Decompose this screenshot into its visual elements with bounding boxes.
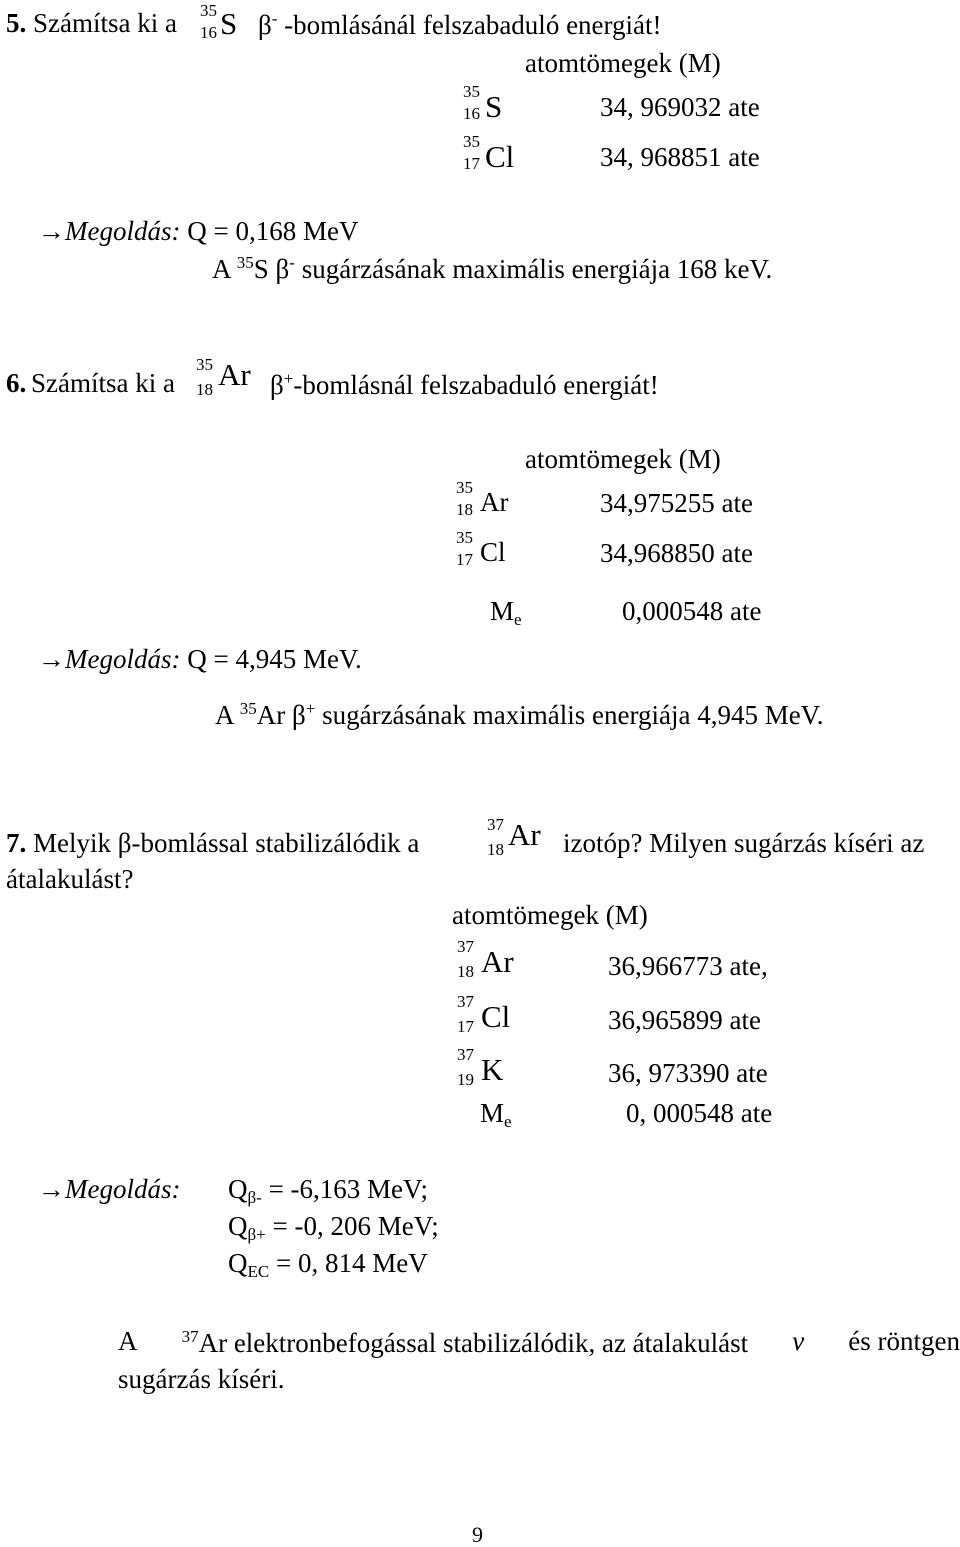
q-symbol: Q [228,1248,248,1278]
q-value: = 0, 814 MeV [269,1248,428,1278]
problem-number: 7. [6,828,27,858]
element-symbol: Ar [481,944,514,979]
table-header: atomtömegek (M) [452,900,648,930]
nuclide-ar37 [487,816,557,860]
question-text: Melyik β-bomlással stabilizálódik a [33,828,420,858]
element-symbol: Ar [480,487,509,517]
nuclide-ar35 [196,356,266,400]
conclusion-text: és röntgen [848,1326,960,1356]
mass-number: 35 [200,1,217,20]
mass-number: 37 [181,1327,199,1346]
nuclide-row-3 [455,1046,535,1090]
nuclide-row-1 [456,479,526,523]
atomic-number: 18 [456,500,473,519]
conclusion-text: Ar elektronbefogással stabilizálódik, az átalakulást [198,1328,749,1358]
q-subscript: β- [247,1188,262,1207]
beta-sign: - [289,253,295,272]
q-symbol: Q [228,1211,248,1241]
me-symbol: M [480,1098,505,1128]
nu-symbol: ν [792,1326,805,1356]
conclusion-line2: sugárzás kíséri. [118,1364,285,1394]
atomic-mass-value: 34,975255 ate [600,488,753,518]
mass-number: 37 [457,992,474,1011]
question-text-line2: átalakulást? [6,864,134,894]
q-subscript: β+ [247,1225,266,1244]
arrow-icon: → [38,644,65,674]
mass-number: 37 [457,937,474,956]
solution-label: Megoldás: [65,1174,181,1204]
beta-sign: - [271,9,278,28]
solution-label: Megoldás: [65,644,181,674]
me-subscript: e [514,610,522,629]
atomic-number: 18 [196,380,213,399]
atomic-mass-value: 34,968850 ate [600,538,753,568]
solution-label: Megoldás: [65,216,181,246]
result-symbol: S β [253,254,290,284]
conclusion-body [182,1328,749,1357]
nuclide-row-1 [463,83,523,127]
q-subscript: EC [247,1262,270,1281]
nuclide-s35 [200,2,250,46]
result-article: A [212,254,231,284]
problem-5-question [6,10,177,37]
q-line [228,1176,428,1206]
conclusion-line [118,1328,960,1357]
atomic-mass-value: 34, 968851 ate [600,142,760,172]
atomic-mass-value: 34, 969032 ate [600,92,760,122]
mass-number: 35 [196,355,213,374]
problem-number: 6. [6,368,27,398]
electron-mass-value: 0,000548 ate [622,596,762,626]
element-symbol: S [220,6,238,41]
result-line [212,254,772,283]
beta-sign: + [305,699,316,718]
result-symbol: Ar β [256,700,306,730]
mass-number: 37 [487,815,504,834]
element-symbol: Ar [218,357,251,392]
nuclide-row-2 [455,993,535,1037]
solution-line [38,646,362,673]
nuclide-row-2 [463,133,543,177]
beta-symbol: β [270,370,284,400]
electron-mass-label [490,598,522,628]
question-text: izotóp? Milyen sugárzás kíséri az [563,828,925,858]
q-value: = -6,163 MeV; [261,1174,429,1204]
result-text: sugárzásának maximális energiája 168 keV. [301,254,773,284]
nuclide-row-1 [455,938,535,982]
atomic-number: 18 [487,840,504,859]
arrow-icon: → [38,216,65,246]
result-text: sugárzásának maximális energiája 4,945 MeV. [322,700,824,730]
atomic-number: 18 [457,962,474,981]
electron-mass-value: 0, 000548 ate [626,1098,773,1128]
atomic-number: 17 [463,154,480,173]
atomic-number: 16 [463,104,480,123]
result-line [215,700,823,729]
mass-number: 35 [463,82,480,101]
atomic-number: 16 [200,23,217,42]
mass-number: 35 [456,528,473,547]
atomic-number: 19 [457,1070,474,1089]
element-symbol: Cl [480,537,506,567]
q-symbol: Q [228,1174,248,1204]
q-line [228,1250,428,1280]
atomic-mass-value: 36,966773 ate, [608,951,768,981]
q-line [228,1213,439,1243]
mass-number: 35 [463,132,480,151]
question-text: -bomlásánál felszabaduló energiát! [284,10,662,40]
me-subscript: e [504,1112,512,1131]
question-text: Számítsa ki a [31,368,175,398]
element-symbol: S [485,89,503,124]
element-symbol: K [481,1052,504,1087]
table-header: atomtömegek (M) [525,444,721,474]
result-article: A [215,700,234,730]
element-symbol: Ar [508,817,541,852]
atomic-number: 17 [457,1017,474,1036]
me-symbol: M [490,596,515,626]
q-value: = -0, 206 MeV; [265,1211,439,1241]
atomic-mass-value: 36,965899 ate [608,1005,761,1035]
page-number: 9 [472,1522,483,1547]
electron-mass-label [480,1100,512,1130]
atomic-mass-value: 36, 973390 ate [608,1058,768,1088]
element-symbol: Cl [481,999,511,1034]
mass-number: 35 [236,253,254,272]
mass-number: 35 [456,478,473,497]
element-symbol: Cl [485,139,515,174]
beta-sign: + [283,369,294,388]
mass-number: 37 [457,1045,474,1064]
problem-number: 5. [6,8,27,38]
question-text: -bomlásnál felszabaduló energiát! [293,370,659,400]
beta-symbol: β [258,10,272,40]
problem-5-question-tail [258,10,662,39]
question-text: Számítsa ki a [33,8,177,38]
solution-value: Q = 0,168 MeV [187,216,359,246]
mass-number: 35 [239,699,257,718]
nuclide-row-2 [456,529,526,573]
solution-value: Q = 4,945 MeV. [187,644,362,674]
solution-label-line [38,1176,180,1203]
table-header: atomtömegek (M) [525,48,721,78]
arrow-icon: → [38,1174,65,1204]
conclusion-article: A [118,1326,138,1356]
atomic-number: 17 [456,550,473,569]
solution-line [38,218,358,245]
problem-7-question [6,830,419,857]
problem-6-question-tail [270,370,659,399]
